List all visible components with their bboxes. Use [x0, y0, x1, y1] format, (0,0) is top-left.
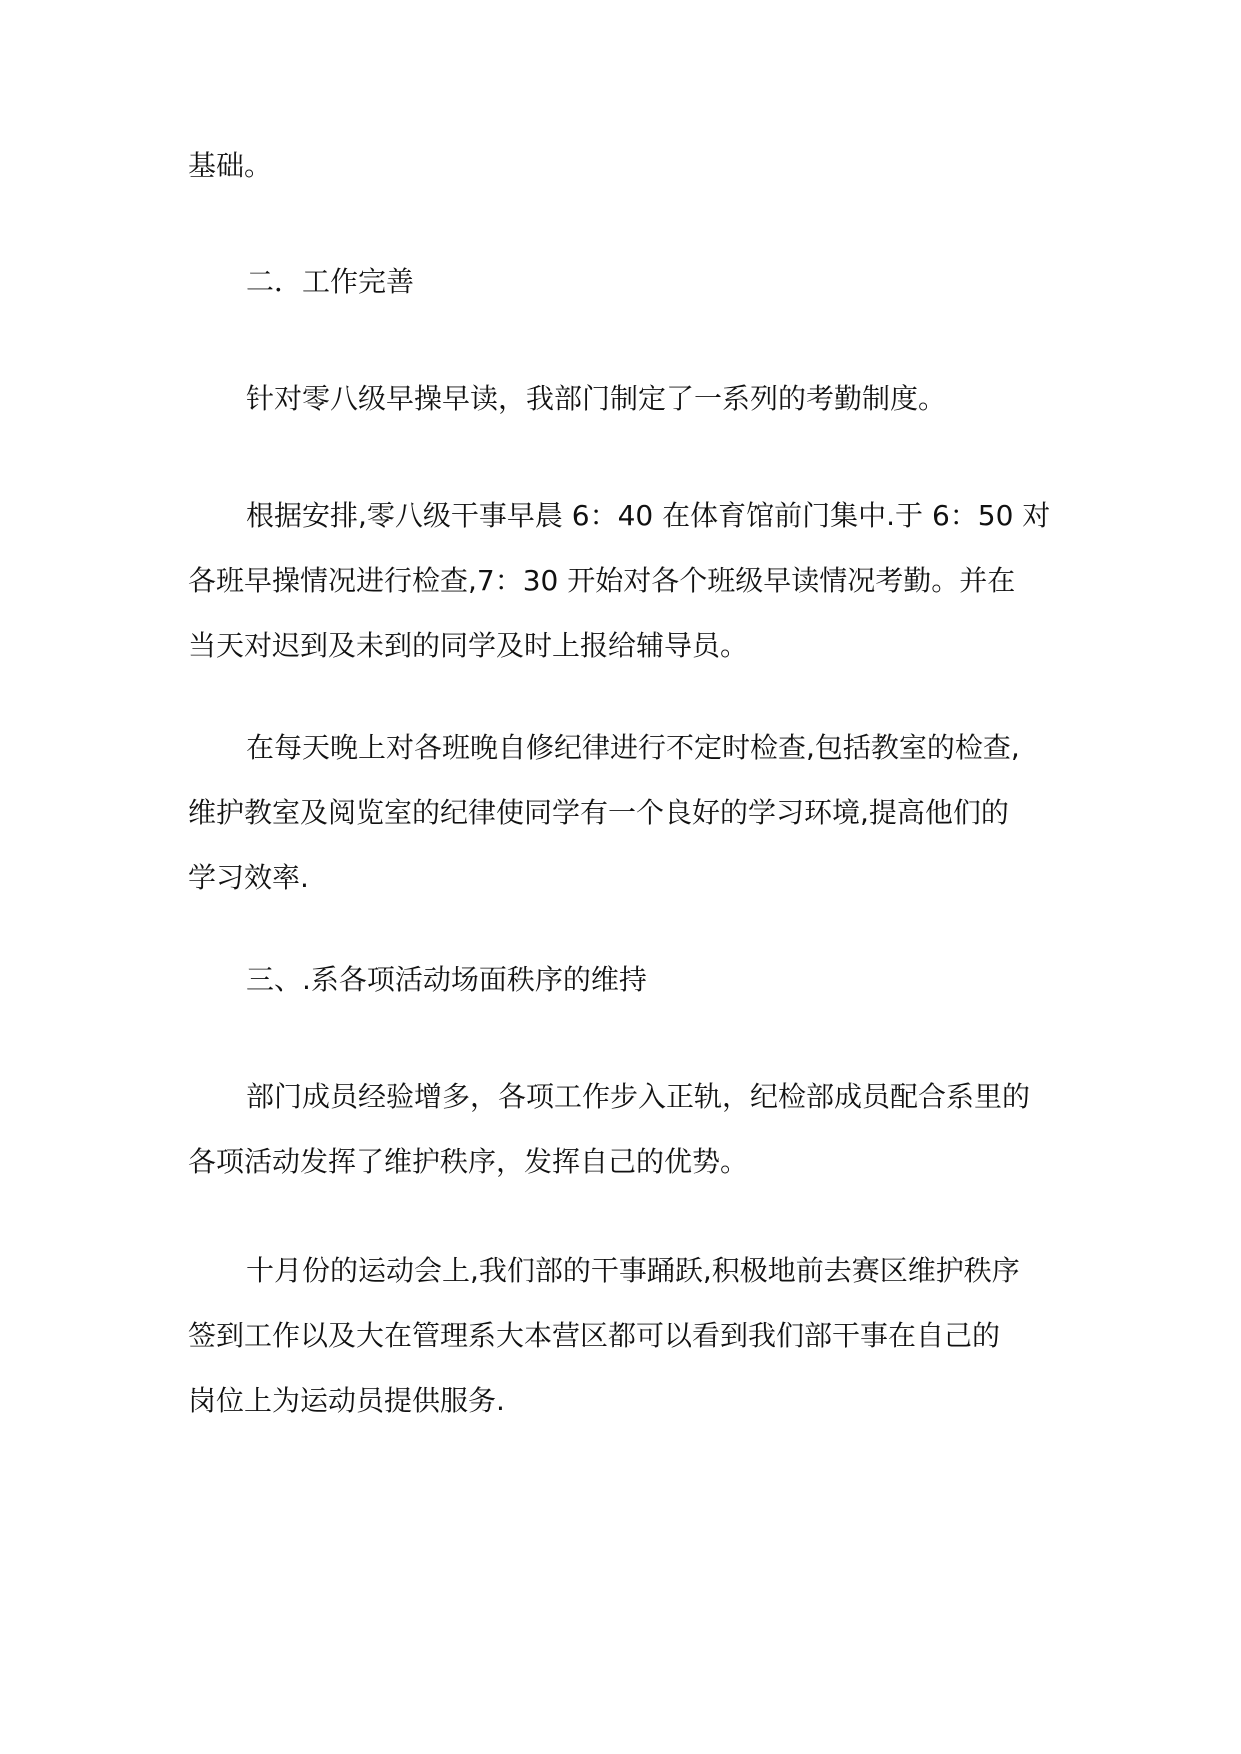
paragraph-sports-meeting — [188, 1238, 1060, 1433]
paragraph-member-experience — [188, 1064, 1060, 1194]
paragraph-attendance-system — [188, 366, 1060, 431]
text-line: 岗位上为运动员提供服务. — [188, 1384, 505, 1417]
text-line: 根据安排,零八级干事早晨 6：40 在体育馆前门集中.于 6：50 对 — [246, 499, 1051, 532]
text-line: 维护教室及阅览室的纪律使同学有一个良好的学习环境,提高他们的 — [188, 796, 1009, 829]
heading-text: 二．工作完善 — [246, 265, 415, 298]
text-line: 部门成员经验增多，各项工作步入正轨，纪检部成员配合系里的 — [246, 1080, 1031, 1113]
heading-text: 三、.系各项活动场面秩序的维持 — [246, 963, 647, 996]
paragraph-continuation — [188, 133, 1060, 198]
text-line: 学习效率. — [188, 861, 309, 894]
text-line: 各班早操情况进行检查,7：30 开始对各个班级早读情况考勤。并在 — [188, 564, 1016, 597]
text-line: 各项活动发挥了维护秩序，发挥自己的优势。 — [188, 1145, 749, 1178]
text-line: 当天对迟到及未到的同学及时上报给辅导员。 — [188, 629, 749, 662]
text-line: 签到工作以及大在管理系大本营区都可以看到我们部干事在自己的 — [188, 1319, 1001, 1352]
text-line: 十月份的运动会上,我们部的干事踊跃,积极地前去赛区维护秩序 — [246, 1254, 1020, 1287]
text-line: 基础。 — [188, 149, 273, 182]
text-line: 针对零八级早操早读，我部门制定了一系列的考勤制度。 — [246, 382, 947, 415]
paragraph-evening-study — [188, 715, 1060, 910]
section-heading-2 — [188, 249, 1060, 314]
text-line: 在每天晚上对各班晚自修纪律进行不定时检查,包括教室的检查, — [246, 731, 1020, 764]
section-heading-3 — [188, 947, 1060, 1012]
paragraph-morning-schedule — [188, 483, 1060, 678]
